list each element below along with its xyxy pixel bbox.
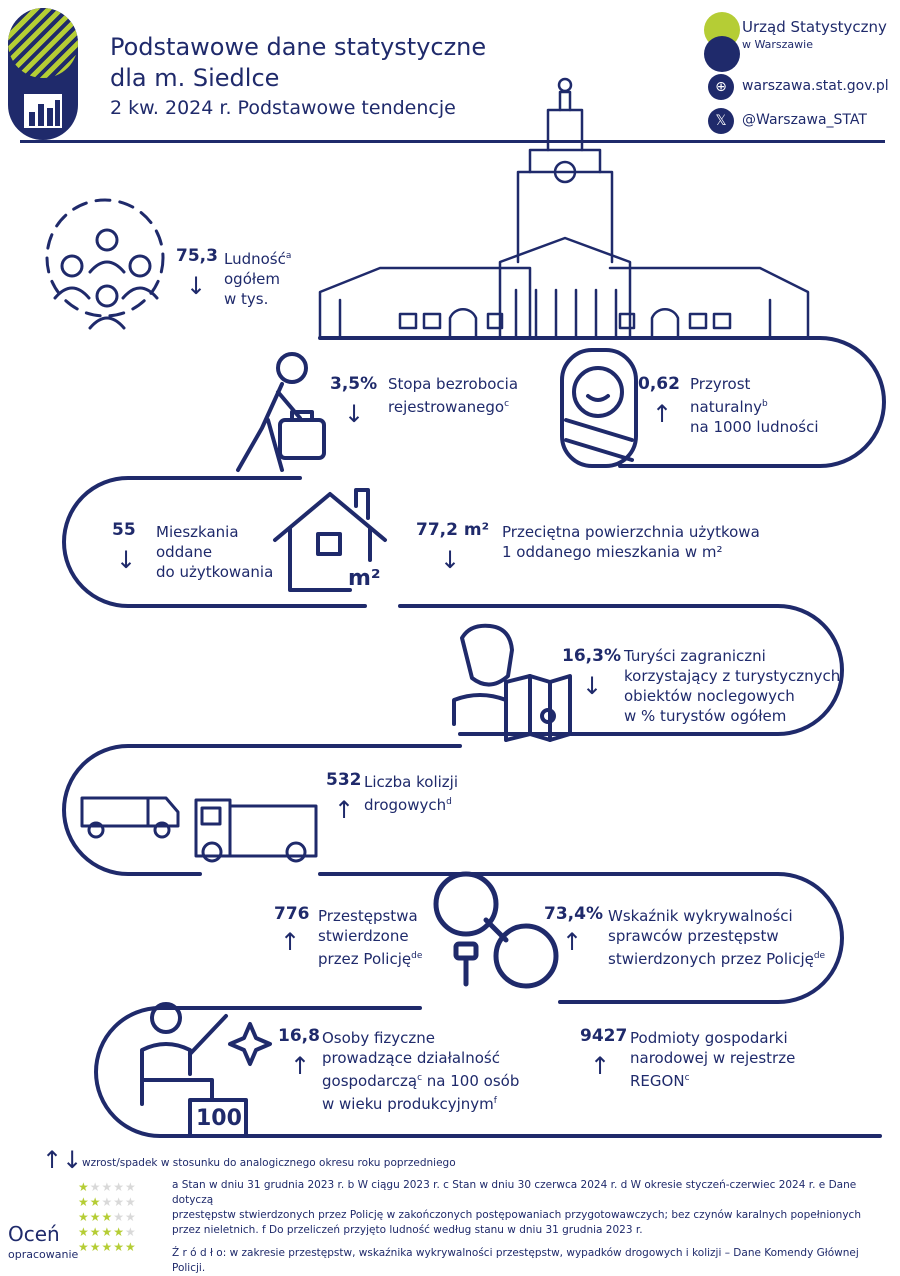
title-line-1: Podstawowe dane statystyczne — [110, 33, 487, 61]
globe-icon: ⊕ — [708, 74, 734, 100]
arrow-down-icon: ↓ — [186, 272, 207, 300]
logo-name: Urząd Statystyczny — [742, 18, 887, 36]
dwellings-value: 55 — [112, 520, 136, 540]
footnote-line-3: przez nieletnich. f Do przeliczeń przyjęto ludność według stanu w dniu 31 grudnia 2023 r. — [172, 1224, 643, 1236]
footnotes — [172, 1178, 892, 1276]
website-link[interactable]: warszawa.stat.gov.pl — [742, 78, 889, 94]
arrow-down-icon: ↓ — [440, 546, 461, 574]
natural-growth-label: Przyrost naturalny$^b$ na 1000 ludności — [690, 375, 819, 436]
tourists-value: 16,3% — [562, 646, 621, 666]
x-logo-icon: 𝕏 — [708, 108, 734, 134]
detection-label: Wskaźnik wykrywalności sprawców przestępstw stwierdzonych przez Policję$^{de}$ — [608, 907, 826, 968]
handcuffs-illustration — [436, 874, 556, 986]
tourist-illustration — [454, 626, 570, 740]
star-row-5[interactable]: ★★★★★ — [78, 1240, 137, 1254]
rate-sublabel[interactable]: opracowanie — [8, 1248, 79, 1261]
star-row-4[interactable]: ★★★★★ — [78, 1225, 137, 1239]
legend-text: wzrost/spadek w stosunku do analogicznego okresu roku poprzedniego — [82, 1157, 456, 1169]
title-line-2: dla m. Siedlce — [110, 64, 280, 92]
job-seeker-illustration — [238, 354, 324, 470]
page-subtitle: 2 kw. 2024 r. Podstawowe tendencje — [110, 97, 456, 119]
footnote-line-1: a Stan w dniu 31 grudnia 2023 r. b W ciągu 2023 r. c Stan w dniu 30 czerwca 2024 r. d W okresie styczeń-czerwiec 2024 r. e Dane dotyczą — [172, 1179, 857, 1206]
natural-growth-value: 0,62 — [638, 374, 680, 394]
arrow-up-icon: ↑ — [562, 928, 583, 956]
arrow-down-icon: ↓ — [582, 672, 603, 700]
arrow-up-icon: ↑ — [334, 796, 355, 824]
dwellings-label: Mieszkania oddane do użytkowania — [156, 523, 274, 581]
regon-label: Podmioty gospodarki narodowej w rejestrze REGON$^c$ — [630, 1029, 796, 1090]
detection-value: 73,4% — [544, 904, 603, 924]
arrow-up-icon: ↑ — [290, 1052, 311, 1080]
up-down-arrows-icon: ↑↓ — [42, 1146, 83, 1174]
regon-value: 9427 — [580, 1026, 628, 1046]
arrow-up-icon: ↑ — [652, 400, 673, 428]
collisions-label: Liczba kolizji drogowych$^d$ — [364, 773, 458, 814]
house-m2-label: m² — [348, 566, 381, 591]
crimes-label: Przestępstwa stwierdzone przez Policję$^{de}$ — [318, 907, 423, 968]
trucks-illustration — [82, 798, 316, 861]
x-account-link[interactable]: @Warszawa_STAT — [742, 112, 867, 128]
arrow-down-icon: ↓ — [116, 546, 137, 574]
palace-illustration — [320, 79, 808, 338]
tourists-label: Turyści zagraniczni korzystający z turystycznych obiektów noclegowych w % turystów ogółem — [624, 647, 841, 725]
population-label: Ludność$^a$ ogółem w tys. — [224, 250, 292, 308]
collisions-value: 532 — [326, 770, 362, 790]
star-row-1[interactable]: ★★★★★ — [78, 1180, 137, 1194]
baby-illustration — [562, 350, 636, 466]
unemployment-value: 3,5% — [330, 374, 378, 394]
star-row-3[interactable]: ★★★★★ — [78, 1210, 137, 1224]
footnote-line-2: przestępstw stwierdzonych przez Policję w zakończonych postępowaniach przygotowawczych; bez czynów karalnych popełnionych — [172, 1209, 861, 1221]
arrow-down-icon: ↓ — [344, 400, 365, 428]
crimes-value: 776 — [274, 904, 310, 924]
entrepreneurs-value: 16,8 — [278, 1026, 320, 1046]
arrow-up-icon: ↑ — [590, 1052, 611, 1080]
area-value: 77,2 m² — [416, 520, 490, 540]
sign-100-label: 100 — [196, 1106, 242, 1131]
star-row-2[interactable]: ★★★★★ — [78, 1195, 137, 1209]
people-icon — [47, 200, 163, 328]
rating-stars[interactable] — [78, 1180, 154, 1255]
unemployment-label: Stopa bezrobocia rejestrowanego$^c$ — [388, 375, 519, 416]
entrepreneurs-label: Osoby fizyczne prowadzące działalność gospodarczą$^c$ na 100 osób w wieku produkcyjnym$^f$ — [322, 1029, 520, 1113]
source-note: Ź r ó d ł o: w zakresie przestępstw, wskaźnika wykrywalności przestępstw, wypadków drogowych i kolizji – Dane Komendy Głównej Policji. — [172, 1247, 859, 1274]
rate-label[interactable]: Oceń — [8, 1222, 60, 1246]
logo-sub: w Warszawie — [742, 38, 813, 51]
arrow-up-icon: ↑ — [280, 928, 301, 956]
population-value: 75,3 — [176, 246, 218, 266]
area-label: Przeciętna powierzchnia użytkowa 1 oddanego mieszkania w m² — [502, 523, 760, 561]
